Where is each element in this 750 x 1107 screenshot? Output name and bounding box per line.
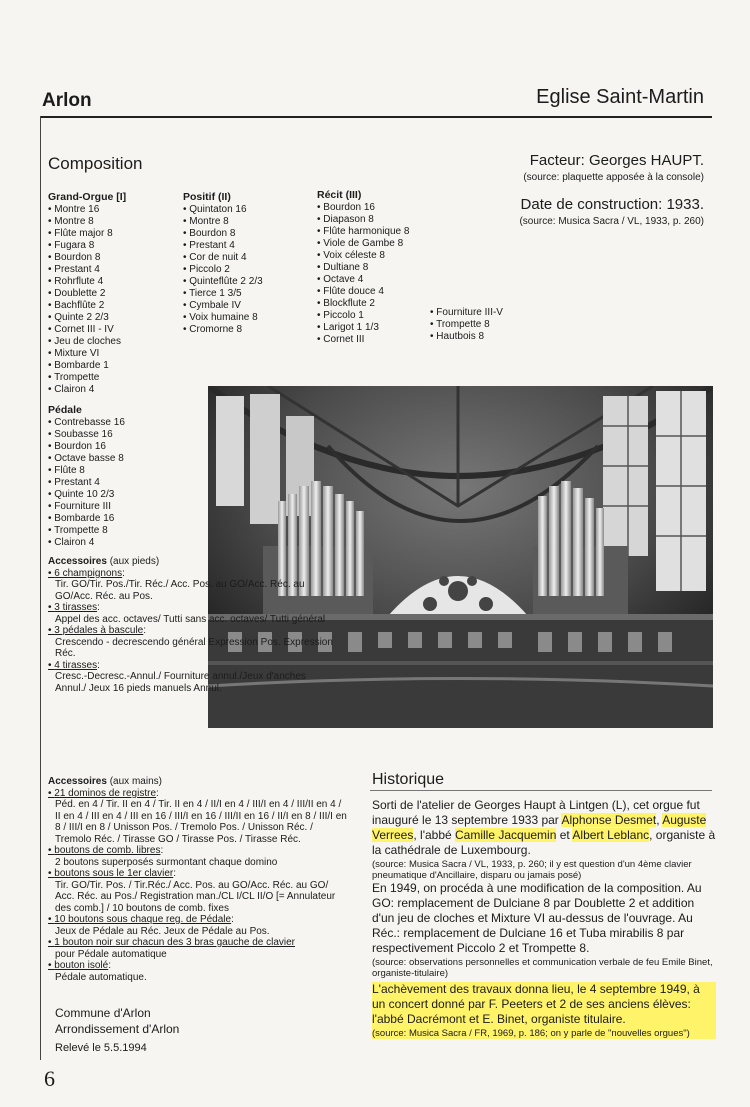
acc-mains-item-body: Pédale automatique. <box>55 971 147 983</box>
header-rule <box>40 116 712 118</box>
acc-pieds-subtitle: (aux pieds) <box>109 556 160 567</box>
acc-pieds-item-body: Appel des acc. octaves/ Tutti sans acc. octaves/ Tutti général <box>55 613 326 625</box>
positif-stop: • Bourdon 8 <box>183 228 263 240</box>
pedale-title: Pédale <box>48 404 82 416</box>
grand-orgue-stop: • Flûte major 8 <box>48 228 126 240</box>
grand-orgue-title: Grand-Orgue [I] <box>48 191 127 203</box>
positif-stop: • Prestant 4 <box>183 240 263 252</box>
acc-mains-item-colon: : <box>231 914 234 925</box>
pedale-stops <box>48 417 125 549</box>
grand-orgue-stop: • Trompette <box>48 372 126 384</box>
historique-paragraph-1 <box>372 798 716 881</box>
releve-date: Relevé le 5.5.1994 <box>55 1042 147 1054</box>
grand-orgue-stop: • Mixture VI <box>48 348 126 360</box>
grand-orgue-stop: • Montre 8 <box>48 216 126 228</box>
recit-stop: • Flûte douce 4 <box>317 286 409 298</box>
recit-stop: • Blockflute 2 <box>317 298 409 310</box>
facteur-label: Facteur: Georges HAUPT. <box>529 152 704 169</box>
pedale-stop: • Bourdon 16 <box>48 441 125 453</box>
acc-pieds-item <box>48 602 333 625</box>
acc-mains-item <box>48 868 348 914</box>
positif-stop: • Tierce 1 3/5 <box>183 288 263 300</box>
hist-p2-source: (source: observations personnelles et communication verbale de feu Emile Binet, organiste-titulaire) <box>372 957 713 979</box>
acc-pieds-item <box>48 568 333 603</box>
hist-p1-text-a: Sorti de l'atelier de Georges Haupt à Lintgen (L), cet orgue fut inauguré le 13 septembre 1933 par <box>372 798 700 827</box>
acc-mains-item <box>48 914 348 937</box>
hist-name-leblanc: Albert Leblanc <box>572 828 650 842</box>
grand-orgue-stop: • Bourdon 8 <box>48 252 126 264</box>
acc-mains-item <box>48 960 348 983</box>
recit-stop: • Cornet III <box>317 334 409 346</box>
pedale-stop: • Quinte 10 2/3 <box>48 489 125 501</box>
recit-stop: • Dultiane 8 <box>317 262 409 274</box>
historique-paragraph-2 <box>372 881 716 979</box>
pedale-stop: • Trompette 8 <box>48 525 125 537</box>
recit-stop: • Flûte harmonique 8 <box>317 226 409 238</box>
positif-stop: • Cromorne 8 <box>183 324 263 336</box>
grand-orgue-stop: • Prestant 4 <box>48 264 126 276</box>
header-church: Eglise Saint-Martin <box>536 86 704 108</box>
arrondissement-line: Arrondissement d'Arlon <box>55 1022 180 1036</box>
frame-left-rule <box>40 116 41 1060</box>
grand-orgue-stop: • Fugara 8 <box>48 240 126 252</box>
hist-name-verrees: Auguste Verrees <box>372 813 707 842</box>
positif-stop: • Montre 8 <box>183 216 263 228</box>
hist-p1-text-d: et <box>556 828 573 842</box>
date-label: Date de construction: 1933. <box>520 196 704 213</box>
positif-stops <box>183 204 263 336</box>
recit-extra-stop: • Trompette 8 <box>430 319 503 331</box>
positif-stop: • Quinteflûte 2 2/3 <box>183 276 263 288</box>
acc-pieds-item-colon: : <box>97 602 100 613</box>
acc-mains-item-colon: : <box>160 845 164 856</box>
recit-extra-column <box>430 307 503 343</box>
hist-name-jacquemin: Camille Jacquemin <box>455 828 557 842</box>
hist-p1-source: (source: Musica Sacra / VL, 1933, p. 260; il y est question d'un 4ème clavier pneumatique d'Ancillaire, disparu ou jamais posé) <box>372 859 692 881</box>
acc-mains-item <box>48 937 348 960</box>
recit-column <box>317 189 409 346</box>
pedale-stop: • Soubasse 16 <box>48 429 125 441</box>
acc-mains-item-head: • 1 bouton noir sur chacun des 3 bras gauche de clavier <box>48 937 295 948</box>
acc-mains-title: Accessoires <box>48 776 107 787</box>
acc-pieds-title: Accessoires <box>48 556 107 567</box>
page-number: 6 <box>44 1066 55 1091</box>
grand-orgue-column <box>48 191 126 396</box>
acc-pieds-item <box>48 660 333 695</box>
hist-p1-text-e: , organiste à la cathédrale de Luxembourg. <box>372 828 716 857</box>
date-source: (source: Musica Sacra / VL, 1933, p. 260) <box>519 216 704 227</box>
acc-pieds-item-head: • 4 tirasses <box>48 660 97 671</box>
recit-extra-stops <box>430 307 503 343</box>
acc-mains-item <box>48 788 348 846</box>
acc-mains-item-colon: : <box>156 787 159 799</box>
acc-mains-item-body: Tir. GO/Tir. Pos. / Tir.Réc./ Acc. Pos. au GO/Acc. Réc. au GO/ Acc. Réc. au Pos./ Registration man./CL I/CL II/O [= Annulateur des comb.] / 10 boutons de comb. fixes <box>55 879 336 914</box>
hist-p3-source: (source: Musica Sacra / FR, 1969, p. 186; on y parle de "nouvelles orgues") <box>372 1028 690 1039</box>
recit-title: Récit (III) <box>317 189 362 201</box>
grand-orgue-stop: • Bachflûte 2 <box>48 300 126 312</box>
acc-pieds-item-colon: : <box>97 659 100 671</box>
hist-p2-text: En 1949, on procéda à une modification de la composition. Au GO: remplacement de Dulciane 8 par Doublette 2 et addition d'un jeu de cloches et Mixture VI au-dessus de l'ouvrage. Au Réc.: remplacement de Dulciane 16 et Tuba mirabilis 8 par respectivement Piccolo 2 et Trompette 8. <box>372 881 702 955</box>
pedale-stop: • Flûte 8 <box>48 465 125 477</box>
positif-column <box>183 191 263 336</box>
historique-paragraph-3 <box>372 982 716 1039</box>
acc-mains-item-body: pour Pédale automatique <box>55 948 167 960</box>
acc-mains-item-head: • bouton isolé <box>48 960 108 971</box>
acc-pieds-item-head: • 6 champignons <box>48 568 122 579</box>
acc-mains-subtitle: (aux mains) <box>109 776 162 787</box>
acc-pieds-item-body: Crescendo - decrescendo général Expression Pos. Expression Réc. <box>55 636 333 659</box>
acc-mains-item-head: • boutons sous le 1er clavier <box>48 868 173 879</box>
pedale-stop: • Bombarde 16 <box>48 513 125 525</box>
hist-p3-text: L'achèvement des travaux donna lieu, le 4 septembre 1949, à un concert donné par F. Peeters et 2 de ses anciens élèves: l'abbé Dacrémont et E. Binet, organiste titulaire. <box>372 982 700 1026</box>
pedale-stop: • Fourniture III <box>48 501 125 513</box>
recit-stops <box>317 202 409 346</box>
composition-title: Composition <box>48 154 143 173</box>
accessoires-mains <box>48 776 348 983</box>
acc-mains-item-body: Jeux de Pédale au Réc. Jeux de Pédale au Pos. <box>55 925 270 937</box>
accessoires-pieds <box>48 556 333 694</box>
grand-orgue-stop: • Montre 16 <box>48 204 126 216</box>
positif-stop: • Cymbale IV <box>183 300 263 312</box>
pedale-stop: • Octave basse 8 <box>48 453 125 465</box>
recit-stop: • Bourdon 16 <box>317 202 409 214</box>
positif-stop: • Quintaton 16 <box>183 204 263 216</box>
header-city: Arlon <box>42 90 92 111</box>
historique-rule <box>370 790 712 791</box>
recit-stop: • Voix céleste 8 <box>317 250 409 262</box>
grand-orgue-stop: • Bombarde 1 <box>48 360 126 372</box>
acc-mains-item-head: • 10 boutons sous chaque reg. de Pédale <box>48 914 231 925</box>
recit-stop: • Viole de Gambe 8 <box>317 238 409 250</box>
grand-orgue-stop: • Rohrflute 4 <box>48 276 126 288</box>
recit-stop: • Diapason 8 <box>317 214 409 226</box>
commune-block <box>55 1005 179 1037</box>
acc-pieds-item-colon: : <box>143 625 147 636</box>
recit-extra-stop: • Fourniture III-V <box>430 307 503 319</box>
grand-orgue-stop: • Jeu de cloches <box>48 336 126 348</box>
historique-title: Historique <box>372 771 445 788</box>
pedale-stop: • Contrebasse 16 <box>48 417 125 429</box>
positif-stop: • Piccolo 2 <box>183 264 263 276</box>
pedale-stop: • Clairon 4 <box>48 537 125 549</box>
hist-p1-text-b: , <box>656 813 663 827</box>
acc-pieds-item-body: Tir. GO/Tir. Pos./Tir. Réc./ Acc. Pos. au GO/Acc. Réc. au GO/Acc. Réc. au Pos. <box>55 579 305 602</box>
recit-stop: • Piccolo 1 <box>317 310 409 322</box>
acc-pieds-item <box>48 625 333 660</box>
positif-stop: • Cor de nuit 4 <box>183 252 263 264</box>
commune-line: Commune d'Arlon <box>55 1006 151 1020</box>
acc-mains-item-colon: : <box>173 868 177 879</box>
recit-stop: • Larigot 1 1/3 <box>317 322 409 334</box>
acc-mains-item-head: • boutons de comb. libres <box>48 845 160 856</box>
recit-stop: • Octave 4 <box>317 274 409 286</box>
acc-mains-item-body: 2 boutons superposés surmontant chaque domino <box>55 856 278 868</box>
hist-p1-text-c: , l'abbé <box>413 828 456 842</box>
acc-mains-list <box>48 788 348 984</box>
acc-mains-item <box>48 845 348 868</box>
facteur-source: (source: plaquette apposée à la console) <box>523 172 704 183</box>
positif-stop: • Voix humaine 8 <box>183 312 263 324</box>
pedale-stop: • Prestant 4 <box>48 477 125 489</box>
recit-extra-stop: • Hautbois 8 <box>430 331 503 343</box>
grand-orgue-stop: • Doublette 2 <box>48 288 126 300</box>
grand-orgue-stop: • Quinte 2 2/3 <box>48 312 126 324</box>
acc-pieds-item-body: Cresc.-Decresc.-Annul./ Fourniture annul./Jeux d'anches Annul./ Jeux 16 pieds manuels Annul. <box>55 671 306 694</box>
grand-orgue-stop: • Clairon 4 <box>48 384 126 396</box>
pedale-column <box>48 404 125 549</box>
acc-pieds-item-head: • 3 pédales à bascule <box>48 625 143 636</box>
acc-mains-item-head: • 21 dominos de registre <box>48 788 156 799</box>
acc-pieds-item-head: • 3 tirasses <box>48 602 97 613</box>
acc-pieds-list <box>48 568 333 695</box>
acc-mains-item-colon: : <box>108 960 111 971</box>
acc-mains-item-body: Péd. en 4 / Tir. II en 4 / Tir. II en 4 / II/I en 4 / III/I en 4 / III/II en 4 / II en 4 / III en 4 / III en 16 / III/I en 16 / III/II en 16 / II/I en 8 / III/I en 8 / III/I en 8 / Unisson Pos. / Tremolo Pos. / Unisson Réc. / Tremolo Réc. / Tirasse GO / Tirasse Pos. / Tirasse Réc. <box>55 799 347 845</box>
positif-title: Positif (II) <box>183 191 231 203</box>
acc-pieds-item-colon: : <box>122 567 125 579</box>
grand-orgue-stop: • Cornet III - IV <box>48 324 126 336</box>
hist-name-desmet: Alphonse Desmet <box>561 813 657 827</box>
grand-orgue-stops <box>48 204 126 396</box>
